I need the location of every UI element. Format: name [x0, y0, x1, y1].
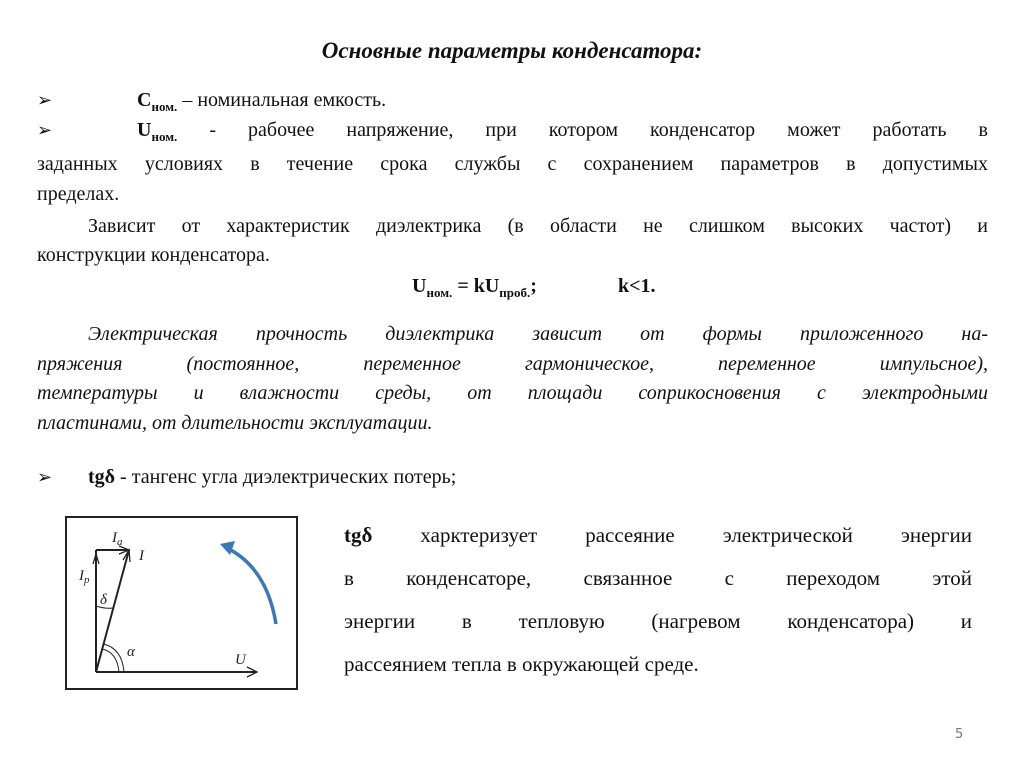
arrow-bullet-icon: ➢: [37, 120, 53, 140]
formula-lhs: U: [412, 275, 427, 297]
formula-tail: ;: [530, 275, 537, 297]
formula-lhs-sub: ном.: [426, 285, 453, 300]
tg-text: - тангенс угла диэлектрических потерь;: [115, 466, 457, 488]
u-symbol: U: [137, 119, 152, 141]
u-text-line1: - рабочее напряжение, при котором конденсатор может работать в: [209, 119, 989, 141]
depends-line2: конструкции конденсатора.: [37, 244, 270, 266]
arrow-bullet-icon: ➢: [37, 467, 53, 487]
u-nom-definition-line3: пределах.: [37, 183, 120, 205]
formula-eq: = kU: [452, 275, 500, 297]
phasor-diagram: [65, 516, 298, 690]
label-ia: $I_a$: [112, 530, 123, 548]
c-text: – номинальная емкость.: [182, 89, 387, 111]
tg-desc-line-2: в конденсаторе, связанное с переходом этой: [344, 566, 972, 590]
tg-desc-text-1: харктеризует рассеяние электрической энергии: [372, 523, 972, 547]
tg-desc-line-1: [344, 514, 972, 557]
label-alpha: α: [127, 644, 135, 660]
c-subscript: ном.: [151, 99, 178, 114]
italic-line-4: пластинами, от длительности эксплуатации.: [37, 411, 433, 434]
u-nom-definition-line2: заданных условиях в течение срока службы с сохранением параметров в допустимых: [37, 153, 988, 175]
bullet-c-nom: [37, 86, 52, 114]
label-delta: δ: [100, 592, 107, 608]
formula: [412, 272, 537, 307]
label-ip: $I_p$: [79, 568, 90, 586]
u-subscript: ном.: [151, 129, 178, 144]
italic-line-3: температуры и влажности среды, от площади соприкосновения с электродными: [37, 382, 988, 404]
tg-description: [344, 514, 972, 686]
tg-symbol: tgδ: [88, 466, 116, 488]
tg-definition: [88, 463, 456, 491]
italic-line-1: Электрическая прочность диэлектрика зависит от формы приложенного на-: [88, 323, 988, 345]
bullet-tg: [37, 463, 52, 491]
tg-desc-symbol: tgδ: [344, 523, 373, 547]
phasor-svg: [67, 518, 296, 688]
page-number: 5: [955, 727, 964, 742]
label-i: I: [139, 548, 144, 564]
u-nom-definition-line1: [137, 116, 988, 151]
label-u: U: [235, 652, 246, 668]
c-symbol: C: [137, 89, 152, 111]
tg-desc-line-3: энергии в тепловую (нагревом конденсатора) и: [344, 609, 972, 633]
formula-condition: k<1.: [618, 275, 656, 297]
bullet-u-nom: [37, 116, 52, 144]
slide-title: Основные параметры конденсатора:: [321, 38, 703, 63]
formula-rhs-sub: проб.: [499, 285, 531, 300]
tg-desc-line-4: рассеянием тепла в окружающей среде.: [344, 652, 699, 676]
dielectric-strength-paragraph: [37, 320, 988, 438]
depends-line1: Зависит от характеристик диэлектрика (в области не слишком высоких частот) и: [88, 215, 988, 237]
arrow-bullet-icon: ➢: [37, 90, 53, 110]
italic-line-2: пряжения (постоянное, переменное гармоническое, переменное импульсное),: [37, 352, 988, 375]
